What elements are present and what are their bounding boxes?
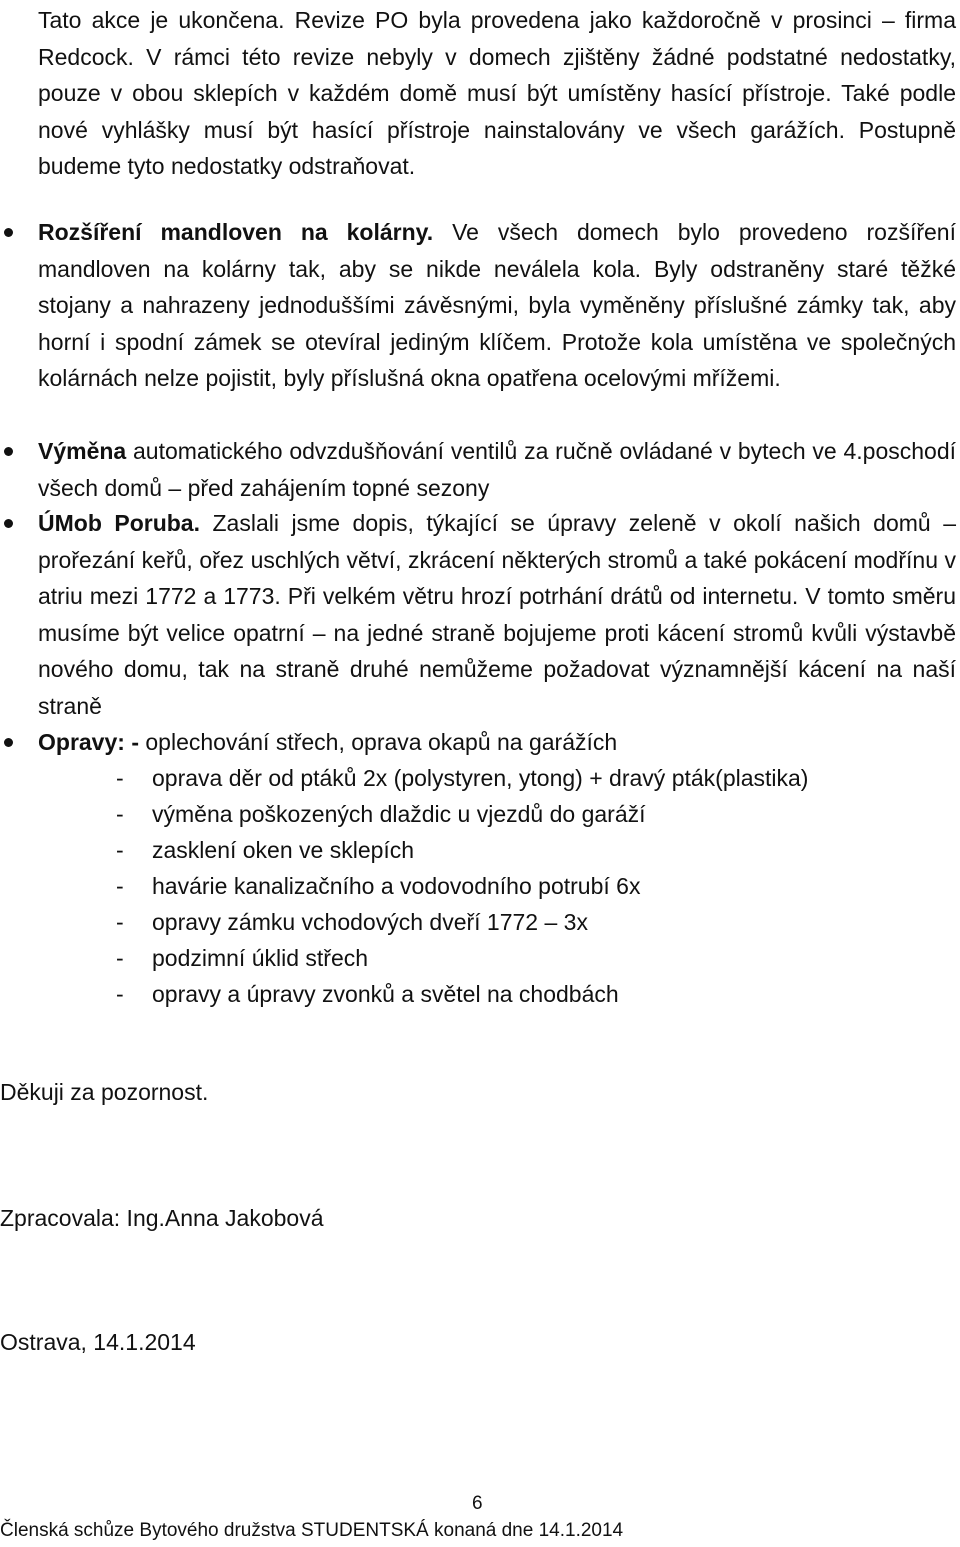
bullet-paragraph	[38, 214, 956, 397]
prepared-by: Zpracovala: Ing.Anna Jakobová	[0, 1205, 324, 1231]
bullet-heading: ÚMob Poruba.	[38, 510, 200, 536]
bullet-heading: Výměna	[38, 438, 127, 464]
repairs-first-item: oplechování střech, oprava okapů na garážích	[139, 729, 618, 755]
document-page: Tato akce je ukončena. Revize PO byla provedena jako každoročně v prosinci – firma Redcock. V rámci této revize nebyly v domech zjištěny žádné podstatné nedostatky, pouze v obou sklepích v každém domě musí být umístěny hasící přístroje. Také podle nové vyhlášky musí být hasící přístroje nainstalovány ve všech garážích. Postupně budeme tyto nedostatky odstraňovat. Rozšíření mandloven na kolárny. Ve všech domech bylo provedeno rozšíření mandloven na kolárny tak, aby se nikde neválela kola. Byly odstraněny staré těžké stojany a nahrazeny jednoduššími závěsnými, byla vyměněny příslušné zámky tak, aby horní i spodní zámek se otevíral jediným klíčem. Protože kola umístěna ve společných kolárnách nelze pojistit, byly příslušná okna opatřena ocelovými mřížemi. Výměna automatického odvzdušňování ventilů za ručně ovládané v bytech ve 4.poschodí všech domů – před zahájením topné sezony ÚMob Poruba. Zaslali jsme dopis, týkající se úpravy zeleně v okolí našich domů – prořezání keřů, ořez uschlých větví, zkrácení některých stromů a také pokácení modřínu v atriu mezi 1772 a 1773. Při velkém větru hrozí potrhání drátů od internetu. V tomto směru musíme být velice opatrní – na jedné straně bojujeme proti kácení stromů kvůli výstavbě nového domu, tak na straně druhé nemůžeme požadovat významnější kácení na naší straně Opravy: - oplechování střech, oprava okapů na garážích - oprava děr od ptáků 2x (polystyren, ytong) + dravý pták(plastika) - výměna poškozených dlaždic u vjezdů do garáží - zasklení oken ve sklepích - havárie kanalizačního a vodovodního potrubí 6x - opravy zámku vchodových dveří 1772 – 3x - podzimní úklid střech - opravy a úpravy zvonků a světel na chodbách Děkuji za pozornost. Zpracovala: Ing.Anna Jakobová Ostrava, 14.1.2014 6 Členská schůze Bytového družstva STUDENTSKÁ konaná dne 14.1.2014	[0, 0, 960, 1547]
repairs-first-dash: -	[131, 729, 139, 755]
footer-title: Členská schůze Bytového družstva STUDENTSKÁ konaná dne 14.1.2014	[0, 1520, 624, 1541]
bullet-text: Zaslali jsme dopis, týkající se úpravy zeleně v okolí našich domů – prořezání keřů, ořez uschlých větví, zkrácení některých stromů a také pokácení modřínu v atriu mezi 1772 a 1773. Při velkém větru hrozí potrhání drátů od internetu. V tomto směru musíme být velice opatrní – na jedné straně bojujeme proti kácení stromů kvůli výstavbě nového domu, tak na straně druhé nemůžeme požadovat významnější kácení na naší straně	[38, 510, 956, 719]
bullet-text: automatického odvzdušňování ventilů za ručně ovládané v bytech ve 4.poschodí všech domů – před zahájením topné sezony	[38, 438, 956, 501]
repairs-label: Opravy:	[38, 729, 125, 755]
bullet-dot-icon	[4, 738, 13, 747]
bullet-heading: Rozšíření mandloven na kolárny.	[38, 219, 434, 245]
page-number: 6	[472, 1493, 483, 1514]
intro-text: Tato akce je ukončena. Revize PO byla provedena jako každoročně v prosinci – firma Redcock. V rámci této revize nebyly v domech zjištěny žádné podstatné nedostatky, pouze v obou sklepích v každém domě musí být umístěny hasící přístroje. Také podle nové vyhlášky musí být hasící přístroje nainstalovány ve všech garážích. Postupně budeme tyto nedostatky odstraňovat.	[38, 7, 956, 180]
closing-thanks: Děkuji za pozornost.	[0, 1079, 209, 1105]
bullet-paragraph	[38, 433, 956, 506]
place-date: Ostrava, 14.1.2014	[0, 1329, 196, 1355]
intro-paragraph	[38, 2, 956, 185]
bullet-dot-icon	[4, 228, 13, 237]
bullet-text: Ve všech domech bylo provedeno rozšíření mandloven na kolárny tak, aby se nikde neválela kola. Byly odstraněny staré těžké stojany a nahrazeny jednoduššími závěsnými, byla vyměněny příslušné zámky tak, aby horní i spodní zámek se otevíral jediným klíčem. Protože kola umístěna ve společných kolárnách nelze pojistit, byly příslušná okna opatřena ocelovými mřížemi.	[38, 219, 956, 392]
bullet-paragraph	[38, 505, 956, 725]
bullet-dot-icon	[4, 447, 13, 456]
repairs-heading-line	[38, 724, 617, 760]
bullet-dot-icon	[4, 519, 13, 528]
